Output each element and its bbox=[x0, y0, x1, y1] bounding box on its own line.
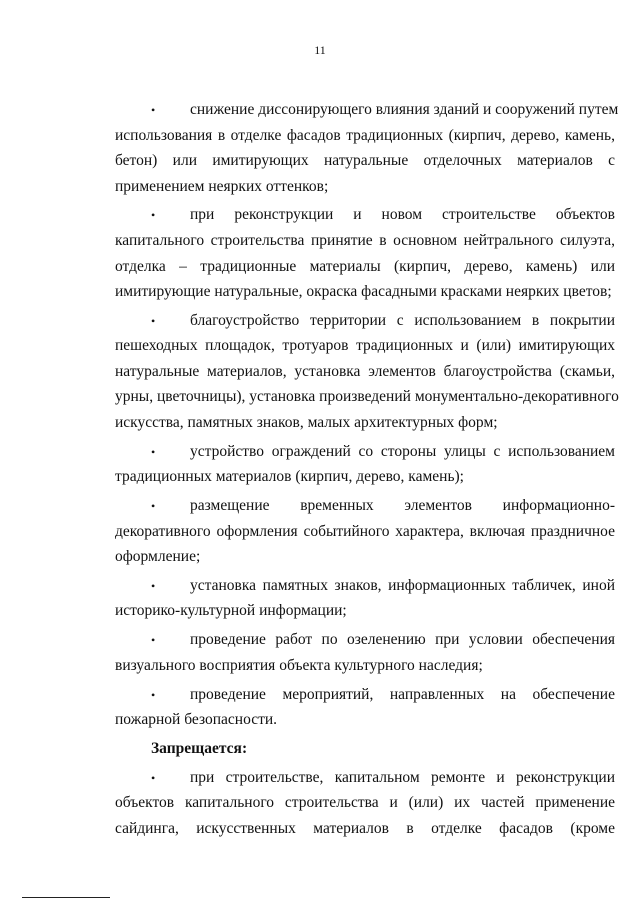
text-line: устройство ограждений со стороны улицы с использованием bbox=[190, 442, 615, 460]
text-line: применением неярких оттенков; bbox=[115, 177, 329, 195]
bullet-icon: • bbox=[151, 313, 156, 328]
bullet-icon: • bbox=[151, 633, 156, 648]
text-line: оформление; bbox=[115, 548, 201, 566]
text-line: сайдинга, искусственных материалов в отделке фасадов (кроме bbox=[115, 819, 615, 837]
bullet-icon: • bbox=[151, 687, 156, 702]
text-line: капитального строительства принятие в основном нейтрального силуэта, bbox=[115, 231, 615, 249]
bullet-icon: • bbox=[151, 208, 156, 223]
text-line: декоративного оформления событийного характера, включая праздничное bbox=[115, 522, 615, 540]
text-line: объектов капитального строительства и (или) их частей применение bbox=[115, 794, 615, 812]
text-line: снижение диссонирующего влияния зданий и сооружений путем bbox=[190, 101, 619, 118]
bullet-icon: • bbox=[151, 499, 156, 514]
text-line: установка памятных знаков, информационных табличек, иной bbox=[190, 576, 615, 594]
bullet-icon: • bbox=[151, 770, 156, 785]
text-line: пожарной безопасности. bbox=[115, 711, 278, 729]
page-number: 11 bbox=[314, 43, 326, 57]
text-line: имитирующие натуральные, окраска фасадными красками неярких цветов; bbox=[115, 283, 612, 301]
bullet-icon: • bbox=[151, 444, 156, 459]
text-line: размещение временных элементов информационно- bbox=[190, 497, 615, 515]
text-line: при строительстве, капитальном ремонте и реконструкции bbox=[190, 768, 615, 786]
bullet-icon: • bbox=[151, 578, 156, 593]
text-line: проведение мероприятий, направленных на обеспечение bbox=[190, 685, 615, 703]
text-line: использования в отделке фасадов традиционных (кирпич, дерево, камень, bbox=[115, 126, 615, 144]
text-line: историко-культурной информации; bbox=[115, 602, 347, 620]
text-line: визуального восприятия объекта культурного наследия; bbox=[115, 656, 483, 674]
text-line: урны, цветочницы), установка произведений монументально-декоративного bbox=[115, 388, 619, 406]
text-line: пешеходных площадок, тротуаров традиционных и (или) имитирующих bbox=[115, 337, 615, 355]
text-line: бетон) или имитирующих натуральные отделочных материалов с bbox=[115, 152, 615, 170]
bullet-icon: • bbox=[151, 103, 156, 117]
text-line: проведение работ по озеленению при условии обеспечения bbox=[190, 631, 615, 649]
text-line: при реконструкции и новом строительстве объектов bbox=[190, 206, 615, 224]
text-line: натуральные материалов, установка элементов благоустройства (скамьи, bbox=[115, 362, 615, 380]
text-line: благоустройство территории с использованием в покрытии bbox=[190, 311, 615, 329]
text-line: традиционных материалов (кирпич, дерево, камень); bbox=[115, 468, 464, 486]
section-heading: Запрещается: bbox=[151, 739, 248, 757]
text-line: искусства, памятных знаков, малых архитектурных форм; bbox=[115, 414, 498, 431]
text-line: отделка – традиционные материалы (кирпич, дерево, камень) или bbox=[115, 257, 615, 275]
footnote-separator bbox=[22, 897, 110, 898]
